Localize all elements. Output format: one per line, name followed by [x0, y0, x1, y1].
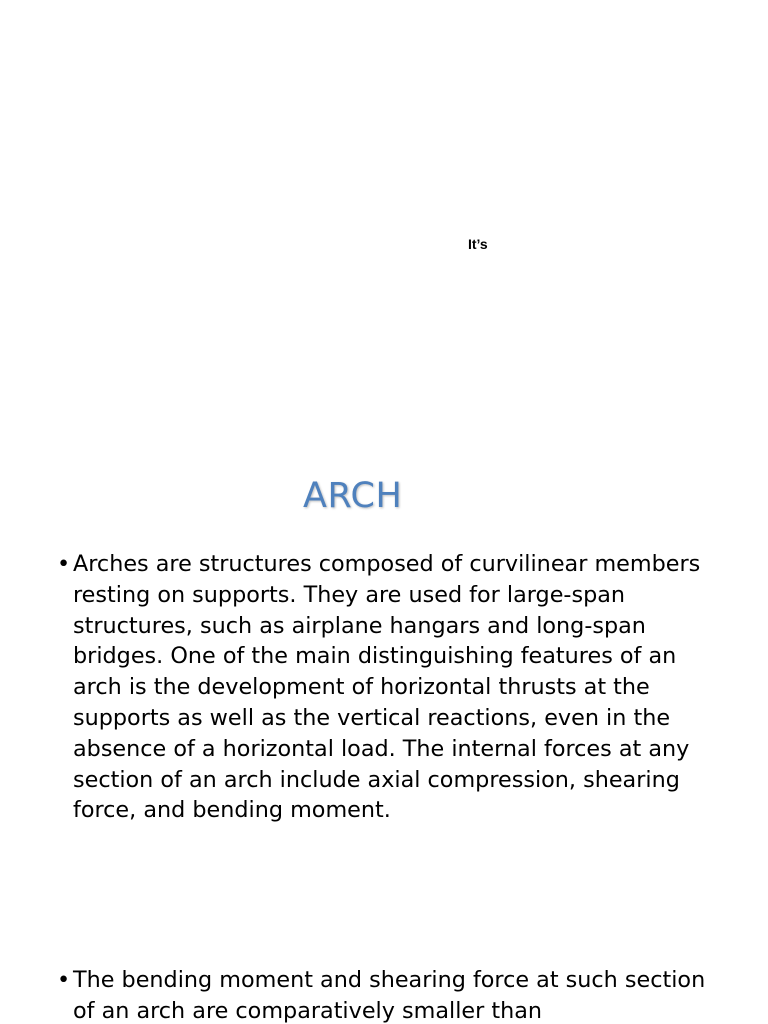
bullet-item	[57, 965, 727, 1024]
bullet-list	[57, 549, 727, 1024]
bullet-marker: •	[57, 967, 71, 994]
bullet-text: Arches are structures composed of curvilinear members resting on supports. They are used for large-span structures, such as airplane hangars and long-span bridges. One of the main distinguishing features of an arch is the development of horizontal thrusts at the supports as well as the vertical reactions, even in the absence of a horizontal load. The internal forces at any section of an arch include axial compression, shearing force, and bending moment.	[73, 551, 701, 824]
slide-title: ARCH	[303, 476, 403, 516]
bullet-marker: •	[57, 551, 71, 577]
bullet-text: The bending moment and shearing force at such section of an arch are comparatively smaller than	[73, 967, 706, 1024]
intro-text: It’s	[468, 236, 488, 252]
bullet-item	[57, 549, 727, 826]
